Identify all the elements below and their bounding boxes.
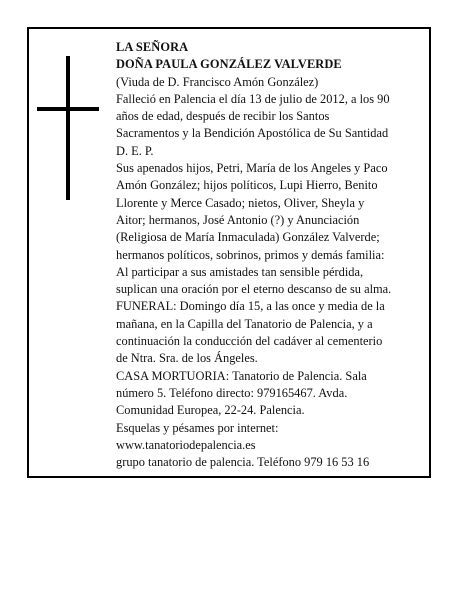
mortuary-info-line: Comunidad Europea, 22-24. Palencia.	[116, 403, 305, 418]
obituary-text	[116, 39, 422, 471]
family-line: Llorente y Merce Casado; nietos, Oliver, Sheyla y	[116, 195, 365, 210]
latin-cross-icon	[37, 56, 97, 200]
family-line: Sus apenados hijos, Petri, María de los Angeles y Paco	[116, 161, 388, 176]
death-announcement-line: Falleció en Palencia el día 13 de julio de 2012, a los 90	[116, 91, 390, 106]
family-line: (Religiosa de María Inmaculada) González Valverde;	[116, 230, 380, 245]
death-announcement-line: Sacramentos y la Bendición Apostólica de Su Santidad	[116, 126, 389, 141]
mortuary-info-line: CASA MORTUORIA: Tanatorio de Palencia. Sala	[116, 368, 367, 383]
funeral-info-line: de Ntra. Sra. de los Ángeles.	[116, 351, 258, 366]
condolences-info-line: Esquelas y pésames por internet:	[116, 420, 279, 435]
family-line: hermanos políticos, sobrinos, primos y demás familia:	[116, 247, 385, 262]
obituary-notice	[27, 27, 431, 478]
prayer-request-line: suplican una oración por el eterno descanso de su alma.	[116, 282, 392, 297]
mortuary-info-line: número 5. Teléfono directo: 979165467. Avda.	[116, 385, 348, 400]
title-line-deceased-name: DOÑA PAULA GONZÁLEZ VALVERDE	[116, 57, 342, 72]
cross-vertical-bar	[66, 56, 70, 200]
funeral-info-line: mañana, en la Capilla del Tanatorio de Palencia, y a	[116, 316, 373, 331]
funeral-info-line: continuación la conducción del cadáver al cementerio	[116, 334, 383, 349]
rip-line: D. E. P.	[116, 143, 154, 158]
death-announcement-line: años de edad, después de recibir los Santos	[116, 109, 330, 124]
website-link[interactable]: www.tanatoriodepalencia.es	[116, 437, 256, 452]
funeral-info-line: FUNERAL: Domingo día 15, a las once y media de la	[116, 299, 385, 314]
contact-phone-line: grupo tanatorio de palencia. Teléfono 979 16 53 16	[116, 455, 370, 470]
title-line-honorific: LA SEÑORA	[116, 40, 189, 54]
family-line: Aitor; hermanos, José Antonio (?) y Anunciación	[116, 212, 360, 227]
widow-of-line: (Viuda de D. Francisco Amón González)	[116, 74, 319, 89]
prayer-request-line: Al participar a sus amistades tan sensible pérdida,	[116, 264, 364, 279]
family-line: Amón González; hijos políticos, Lupi Hierro, Benito	[116, 178, 378, 193]
cross-horizontal-bar	[37, 107, 99, 111]
